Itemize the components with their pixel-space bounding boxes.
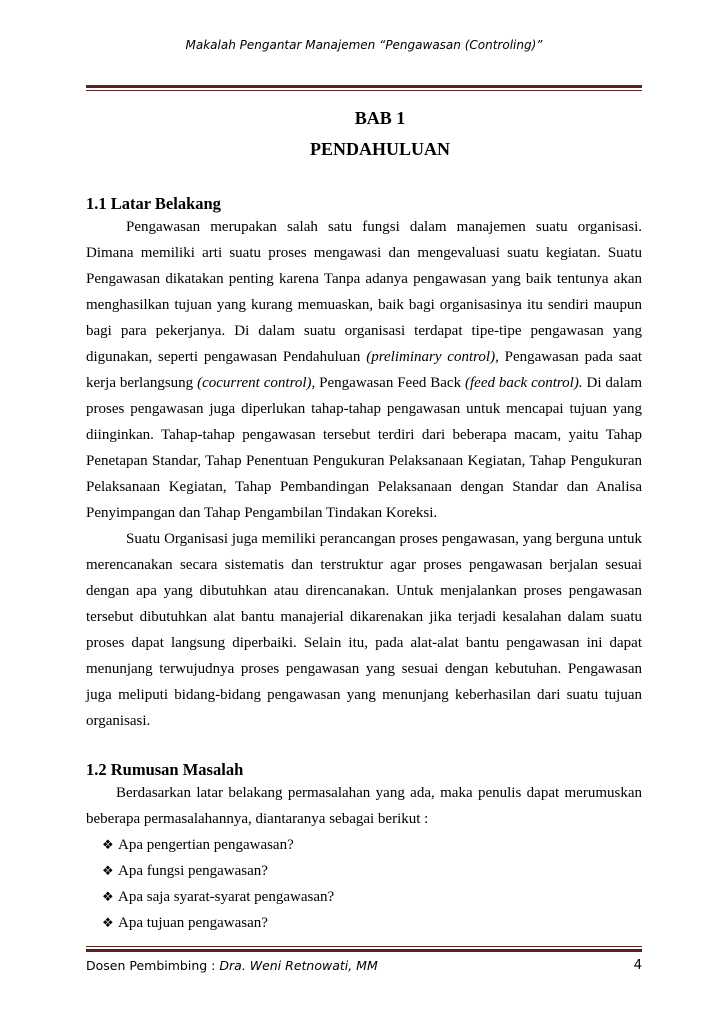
advisor-name: Dra. Weni Retnowati, MM — [219, 958, 378, 973]
list-item — [102, 884, 642, 910]
paragraph-latar-belakang-2: Suatu Organisasi juga memiliki perancangan proses pengawasan, yang berguna untuk merencanakan secara sistematis dan terstruktur agar proses pengawasan berjalan sesuai dengan apa yang dibutuhkan atau direncanakan. Untuk menjalankan proses pengawasan tersebut dibutuhkan alat bantu manajerial dikarenakan jika terjadi kesalahan dalam suatu proses dapat langsung diperbaiki. Selain itu, pada alat-alat bantu pengawasan ini dapat menunjang terwujudnya proses pengawasan yang sesuai dengan kebutuhan. Pengawasan juga meliputi bidang-bidang pengawasan yang menunjang keberhasilan dari suatu tujuan organisasi. — [86, 531, 642, 729]
italic-term: (feed back control). — [465, 375, 583, 391]
running-footer — [86, 958, 642, 973]
chapter-title: PENDAHULUAN — [309, 139, 450, 159]
question-list — [86, 832, 642, 936]
diamond-bullet-icon: ❖ — [102, 837, 114, 852]
header-rule-thick — [86, 85, 642, 88]
header-rule-thin — [86, 90, 642, 91]
footer-label: Dosen Pembimbing : — [86, 958, 220, 973]
text-run: Di dalam proses pengawasan juga diperlukan tahap-tahap pengawasan untuk mencapai tujuan yang diinginkan. Tahap-tahap pengawasan tersebut terdiri dari beberapa macam, yaitu Tahap Penetapan Standar, Tahap Penentuan Pengukuran Pelaksanaan Kegiatan, Tahap Pengukuran Pelaksanaan Kegiatan, Tahap Pembandingan Pelaksanaan dengan Standar dan Analisa Penyimpangan dan Tahap Pengambilan Tindakan Koreksi. — [86, 375, 643, 521]
italic-term: (cocurrent control), — [197, 375, 316, 391]
list-item — [102, 858, 642, 884]
list-item — [102, 910, 642, 936]
diamond-bullet-icon: ❖ — [102, 863, 114, 878]
diamond-bullet-icon: ❖ — [102, 889, 114, 904]
list-item — [102, 832, 642, 858]
list-item-text: Apa saja syarat-syarat pengawasan? — [118, 889, 335, 905]
paragraph-latar-belakang-1 — [86, 214, 642, 526]
section-heading-latar-belakang: 1.1 Latar Belakang — [86, 194, 221, 213]
page-body — [86, 104, 642, 936]
text-run: Pengawasan merupakan salah satu fungsi dalam manajemen suatu organisasi. Dimana memiliki arti suatu proses mengawasi dan mengevaluasi suatu kegiatan. Suatu Pengawasan dikatakan penting karena Tanpa adanya pengawasan yang baik tentunya akan menghasilkan tujuan yang kurang memuaskan, baik bagi organisasinya itu sendiri maupun bagi para pekerjanya. Di dalam suatu organisasi terdapat tipe-tipe pengawasan yang digunakan, seperti pengawasan Pendahuluan — [86, 219, 642, 365]
list-item-text: Apa fungsi pengawasan? — [118, 863, 268, 879]
section-heading-rumusan-masalah: 1.2 Rumusan Masalah — [86, 760, 244, 779]
footer-rule-thin — [86, 946, 642, 947]
text-run: Pengawasan pada saat kerja berlangsung — [86, 349, 643, 391]
footer-rule-thick — [86, 949, 642, 952]
list-item-text: Apa pengertian pengawasan? — [118, 837, 294, 853]
text-run: Pengawasan Feed Back — [319, 375, 462, 391]
running-header: Makalah Pengantar Manajemen “Pengawasan (Controling)” — [185, 38, 543, 52]
diamond-bullet-icon: ❖ — [102, 915, 114, 930]
paragraph-rumusan-masalah: Berdasarkan latar belakang permasalahan yang ada, maka penulis dapat merumuskan beberapa permasalahannya, diantaranya sebagai berikut : — [86, 785, 642, 827]
chapter-number: BAB 1 — [354, 108, 406, 128]
chapter-heading — [118, 108, 642, 160]
list-item-text: Apa tujuan pengawasan? — [118, 915, 268, 931]
italic-term: (preliminary control), — [366, 349, 499, 365]
page-number: 4 — [633, 958, 642, 973]
